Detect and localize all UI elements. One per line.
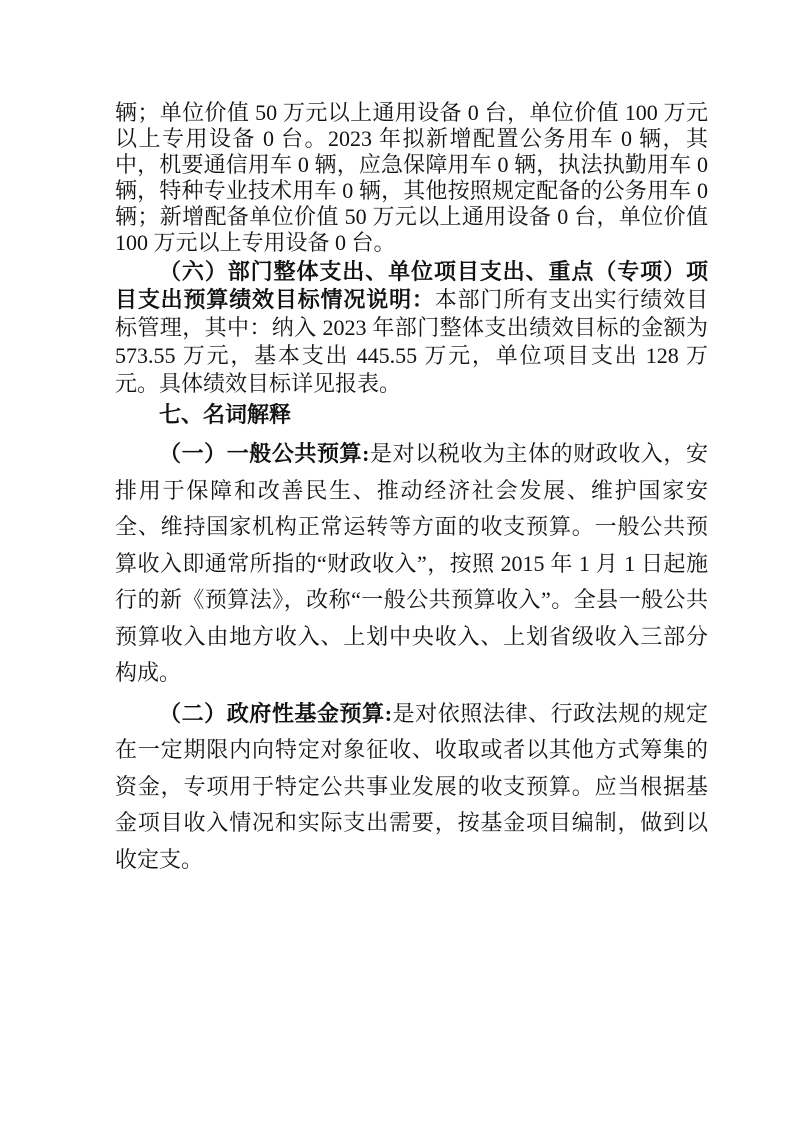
term-two-lead: （二）政府性基金预算: (159, 700, 393, 726)
document-text-block (115, 100, 708, 878)
section-seven-heading-text: 七、名词解释 (159, 402, 292, 427)
term-one-body-text: 是对以税收为主体的财政收入，安排用于保障和改善民生、推动经济社会发展、维护国家安全、维持国家机构正常运转等方面的收支预算。一般公共预算收入即通常所指的“财政收入”，按照 2015 年 1 月 1 日起施行的新《预算法》，改称“一般公共预算收入”。全县一般公共预算收入由地方收入、上划中央收入、上划省级收入三部分构成。 (115, 441, 708, 685)
section-six-body-text: 本部门所有支出实行绩效目标管理，其中：纳入 2023 年部门整体支出绩效目标的金额为 573.55 万元，基本支出 445.55 万元，单位项目支出 128 万元。具体绩效目标详见报表。 (115, 287, 708, 396)
paragraph-term-government-fund-budget (115, 696, 708, 879)
term-one-lead: （一）一般公共预算: (159, 441, 370, 466)
paragraph-vehicles-equipment-text: 辆；单位价值 50 万元以上通用设备 0 台，单位价值 100 万元以上专用设备 0 台。2023 年拟新增配置公务用车 0 辆，其中，机要通信用车 0 辆，应急保障用车 0 辆，执法执勤用车 0 辆，特种专业技术用车 0 辆，其他按照规定配备的公务用车 0 辆；新增配备单位价值 50 万元以上通用设备 0 台，单位价值 100 万元以上专用设备 0 台。 (115, 100, 708, 255)
paragraph-term-general-public-budget (115, 436, 708, 692)
term-two-body-text: 是对依照法律、行政法规的规定在一定期限内向特定对象征收、收取或者以其他方式筹集的资金，专项用于特定公共事业发展的收支预算。应当根据基金项目收入情况和实际支出需要，按基金项目编制，做到以收定支。 (115, 700, 708, 872)
paragraph-section-six (115, 258, 708, 398)
paragraph-vehicles-equipment (115, 100, 708, 256)
section-seven-heading (115, 401, 708, 428)
section-six-heading-lead: （六）部门整体支出、单位项目支出、重点（专项）项目支出预算绩效目标情况说明： (115, 259, 708, 312)
